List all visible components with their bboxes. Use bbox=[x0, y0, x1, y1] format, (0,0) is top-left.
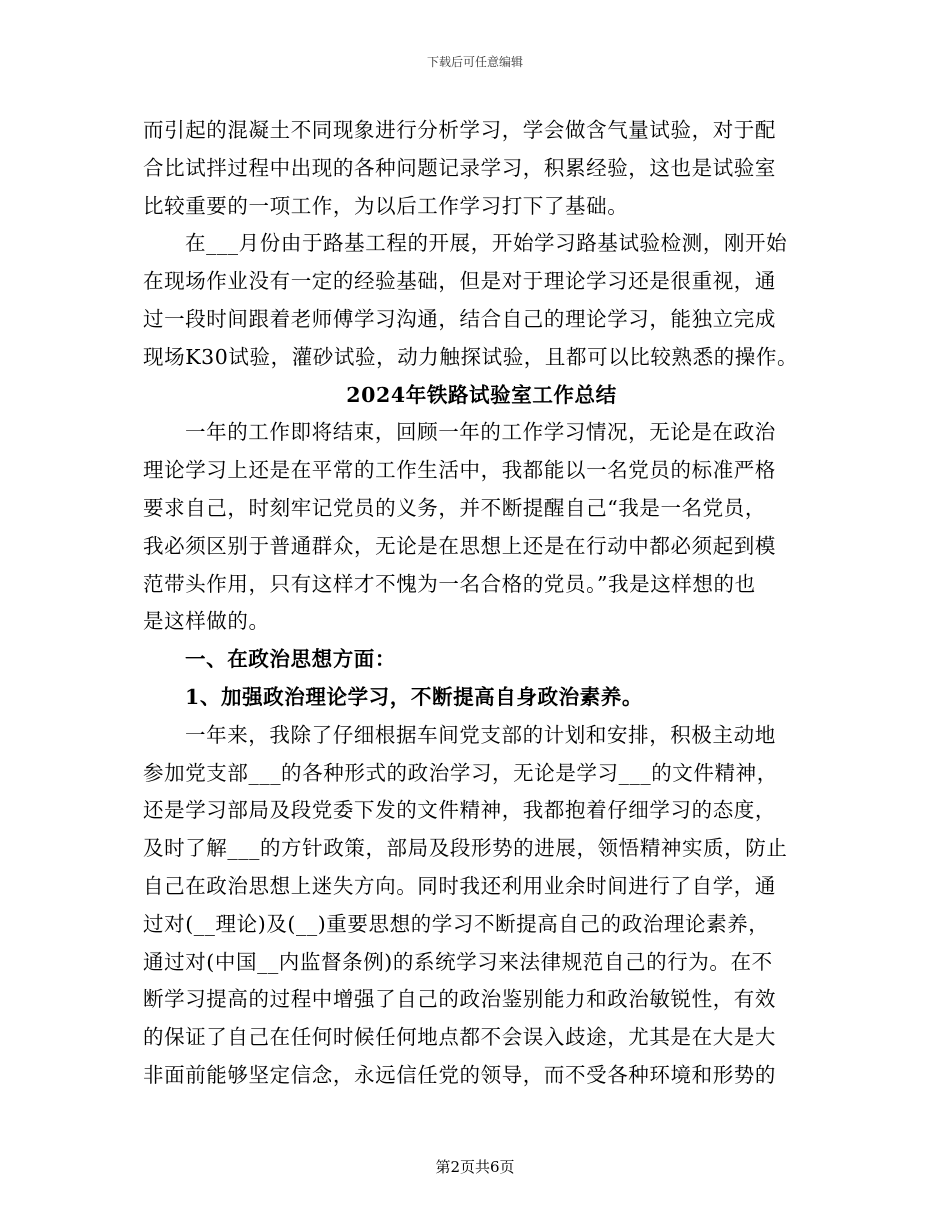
paragraph-line: 一年来，我除了仔细根据车间党支部的计划和安排，积极主动地 bbox=[185, 722, 776, 747]
paragraph-line: 在现场作业没有一定的经验基础，但是对于理论学习还是很重视，通 bbox=[143, 269, 776, 294]
paragraph-line: 在___月份由于路基工程的开展，开始学习路基试验检测，刚开始 bbox=[185, 231, 788, 256]
paragraph-line: 比较重要的一项工作，为以后工作学习打下了基础。 bbox=[143, 193, 629, 218]
paragraph-line: 现场K30试验，灌砂试验，动力触探试验，且都可以比较熟悉的操作。 bbox=[143, 344, 799, 369]
paragraph-line: 一年的工作即将结束，回顾一年的工作学习情况，无论是在政治 bbox=[185, 420, 776, 445]
document-title: 2024年铁路试验室工作总结 bbox=[346, 382, 617, 407]
paragraph-line: 理论学习上还是在平常的工作生活中，我都能以一名党员的标准严格 bbox=[143, 458, 776, 483]
page-number: 第2页共6页 bbox=[435, 1158, 515, 1176]
paragraph-line: 合比试拌过程中出现的各种问题记录学习，积累经验，这也是试验室 bbox=[143, 155, 776, 180]
paragraph-line: 是这样做的。 bbox=[143, 609, 270, 634]
paragraph-line: 及时了解___的方针政策，部局及段形势的进展，领悟精神实质，防止 bbox=[143, 836, 788, 861]
paragraph-line: 我必须区别于普通群众，无论是在思想上还是在行动中都必须起到模 bbox=[143, 533, 776, 558]
section-heading: 一、在政治思想方面： bbox=[185, 647, 396, 672]
paragraph-line: 要求自己，时刻牢记党员的义务，并不断提醒自己“我是一名党员， bbox=[143, 495, 766, 520]
paragraph-line: 过一段时间跟着老师傅学习沟通，结合自己的理论学习，能独立完成 bbox=[143, 306, 776, 331]
paragraph-line: 通过对(中国__内监督条例)的系统学习来法律规范自己的行为。在不 bbox=[143, 949, 773, 974]
paragraph-line: 而引起的混凝土不同现象进行分析学习，学会做含气量试验，对于配 bbox=[143, 118, 776, 142]
subsection-heading: 1、加强政治理论学习，不断提高自身政治素养。 bbox=[185, 684, 643, 709]
document-body bbox=[143, 112, 808, 1095]
paragraph-line: 范带头作用，只有这样才不愧为一名合格的党员。”我是这样想的也 bbox=[143, 571, 756, 596]
paragraph-line: 参加党支部___的各种形式的政治学习，无论是学习___的文件精神， bbox=[143, 760, 778, 785]
paragraph-line: 断学习提高的过程中增强了自己的政治鉴别能力和政治敏锐性，有效 bbox=[143, 987, 776, 1012]
paragraph-line: 非面前能够坚定信念，永远信任党的领导，而不受各种环境和形势的 bbox=[143, 1062, 776, 1087]
paragraph-line: 的保证了自己在任何时候任何地点都不会误入歧途，尤其是在大是大 bbox=[143, 1025, 776, 1050]
header-note: 下载后可任意编辑 bbox=[426, 55, 523, 69]
paragraph-line: 还是学习部局及段党委下发的文件精神，我都抱着仔细学习的态度， bbox=[143, 798, 776, 823]
paragraph-line: 自己在政治思想上迷失方向。同时我还利用业余时间进行了自学，通 bbox=[143, 873, 776, 898]
paragraph-line: 过对(__理论)及(__)重要思想的学习不断提高自己的政治理论素养， bbox=[143, 911, 770, 936]
